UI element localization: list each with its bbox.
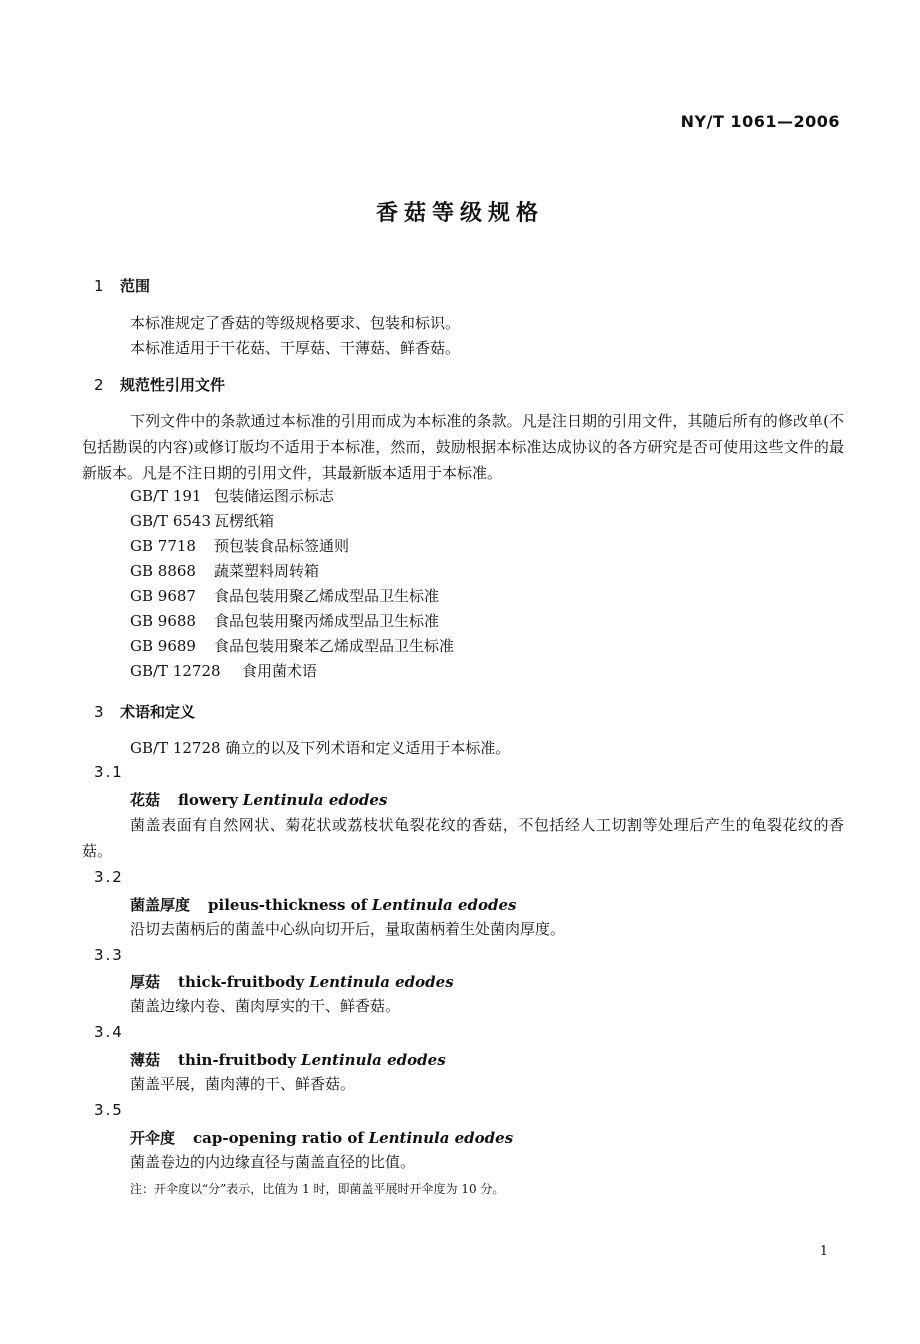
reference-item bbox=[130, 584, 439, 609]
term-definition: 菌盖表面有自然网状、菊花状或荔枝状龟裂花纹的香菇，不包括经人工切割等处理后产生的龟裂花纹的香菇。 bbox=[82, 816, 844, 860]
section-number: 1 bbox=[94, 277, 104, 295]
reference-item bbox=[130, 659, 317, 684]
reference-name: 瓦楞纸箱 bbox=[214, 512, 275, 530]
term-chinese: 菌盖厚度 bbox=[130, 896, 191, 914]
term-chinese: 开伞度 bbox=[130, 1129, 176, 1147]
term-latin: Lentinula edodes bbox=[371, 896, 517, 914]
reference-code: GB 7718 bbox=[130, 537, 196, 555]
document-title: 香菇等级规格 bbox=[375, 201, 544, 226]
term-number: 3.4 bbox=[94, 1023, 124, 1041]
section-3-heading bbox=[94, 701, 195, 722]
reference-code: GB 9688 bbox=[130, 612, 196, 630]
reference-code: GB 9689 bbox=[130, 637, 196, 655]
reference-code: GB/T 191 bbox=[130, 487, 202, 505]
term-latin: Lentinula edodes bbox=[368, 1129, 514, 1147]
reference-code: GB/T 12728 bbox=[130, 662, 221, 680]
scope-line-1: 本标准规定了香菇的等级规格要求、包装和标识。 bbox=[130, 314, 461, 332]
references-paragraph: 下列文件中的条款通过本标准的引用而成为本标准的条款。凡是注日期的引用文件，其随后所有的修改单(不包括勘误的内容)或修订版均不适用于本标准，然而，鼓励根据本标准达成协议的各方研究是否可使用这些文件的最新版本。凡是不注日期的引用文件，其最新版本适用于本标准。 bbox=[82, 412, 844, 482]
section-title: 范围 bbox=[120, 277, 151, 295]
term-chinese: 薄菇 bbox=[130, 1051, 161, 1069]
reference-item bbox=[130, 559, 319, 584]
reference-name: 食品包装用聚丙烯成型品卫生标准 bbox=[214, 612, 440, 630]
term-english: pileus-thickness of bbox=[208, 896, 368, 914]
term-number: 3.2 bbox=[94, 868, 124, 886]
term-heading bbox=[130, 1127, 513, 1148]
section-title: 术语和定义 bbox=[120, 703, 196, 721]
term-number: 3.5 bbox=[94, 1101, 124, 1119]
reference-name: 蔬菜塑料周转箱 bbox=[214, 562, 320, 580]
terms-intro: GB/T 12728 确立的以及下列术语和定义适用于本标准。 bbox=[130, 739, 511, 757]
section-title: 规范性引用文件 bbox=[120, 376, 226, 394]
reference-item bbox=[130, 534, 349, 559]
section-1-heading bbox=[94, 275, 150, 296]
term-english: cap-opening ratio of bbox=[193, 1129, 364, 1147]
term-number: 3.1 bbox=[94, 763, 124, 781]
reference-item bbox=[130, 509, 274, 534]
reference-code: GB 9687 bbox=[130, 587, 196, 605]
term-chinese: 厚菇 bbox=[130, 973, 161, 991]
term-number: 3.3 bbox=[94, 946, 124, 964]
reference-item bbox=[130, 634, 454, 659]
term-note: 注：开伞度以“分”表示，比值为 1 时，即菌盖平展时开伞度为 10 分。 bbox=[130, 1182, 505, 1196]
term-english: thick-fruitbody bbox=[178, 973, 305, 991]
reference-item bbox=[130, 484, 334, 509]
section-2-heading bbox=[94, 374, 225, 395]
section-number: 3 bbox=[94, 703, 104, 721]
section-number: 2 bbox=[94, 376, 104, 394]
scope-line-2: 本标准适用于干花菇、干厚菇、干薄菇、鲜香菇。 bbox=[130, 339, 461, 357]
page-number: 1 bbox=[819, 1244, 828, 1259]
term-heading bbox=[130, 971, 454, 992]
term-definition: 沿切去菌柄后的菌盖中心纵向切开后，量取菌柄着生处菌肉厚度。 bbox=[130, 920, 566, 938]
term-heading bbox=[130, 789, 387, 810]
reference-code: GB/T 6543 bbox=[130, 512, 212, 530]
term-definition: 菌盖边缘内卷、菌肉厚实的干、鲜香菇。 bbox=[130, 997, 401, 1015]
term-definition: 菌盖平展，菌肉薄的干、鲜香菇。 bbox=[130, 1075, 356, 1093]
term-definition: 菌盖卷边的内边缘直径与菌盖直径的比值。 bbox=[130, 1153, 416, 1171]
reference-name: 包装储运图示标志 bbox=[214, 487, 335, 505]
term-chinese: 花菇 bbox=[130, 791, 161, 809]
term-heading bbox=[130, 1049, 446, 1070]
reference-name: 预包装食品标签通则 bbox=[214, 537, 350, 555]
term-english: thin-fruitbody bbox=[178, 1051, 297, 1069]
term-latin: Lentinula edodes bbox=[309, 973, 454, 991]
term-heading bbox=[130, 894, 516, 915]
term-english: flowery bbox=[178, 791, 239, 809]
reference-name: 食品包装用聚苯乙烯成型品卫生标准 bbox=[214, 637, 455, 655]
reference-name: 食用菌术语 bbox=[242, 662, 318, 680]
term-latin: Lentinula edodes bbox=[242, 791, 388, 809]
standard-code: NY/T 1061—2006 bbox=[680, 112, 840, 131]
term-latin: Lentinula edodes bbox=[301, 1051, 446, 1069]
reference-name: 食品包装用聚乙烯成型品卫生标准 bbox=[214, 587, 440, 605]
reference-code: GB 8868 bbox=[130, 562, 196, 580]
reference-item bbox=[130, 609, 439, 634]
